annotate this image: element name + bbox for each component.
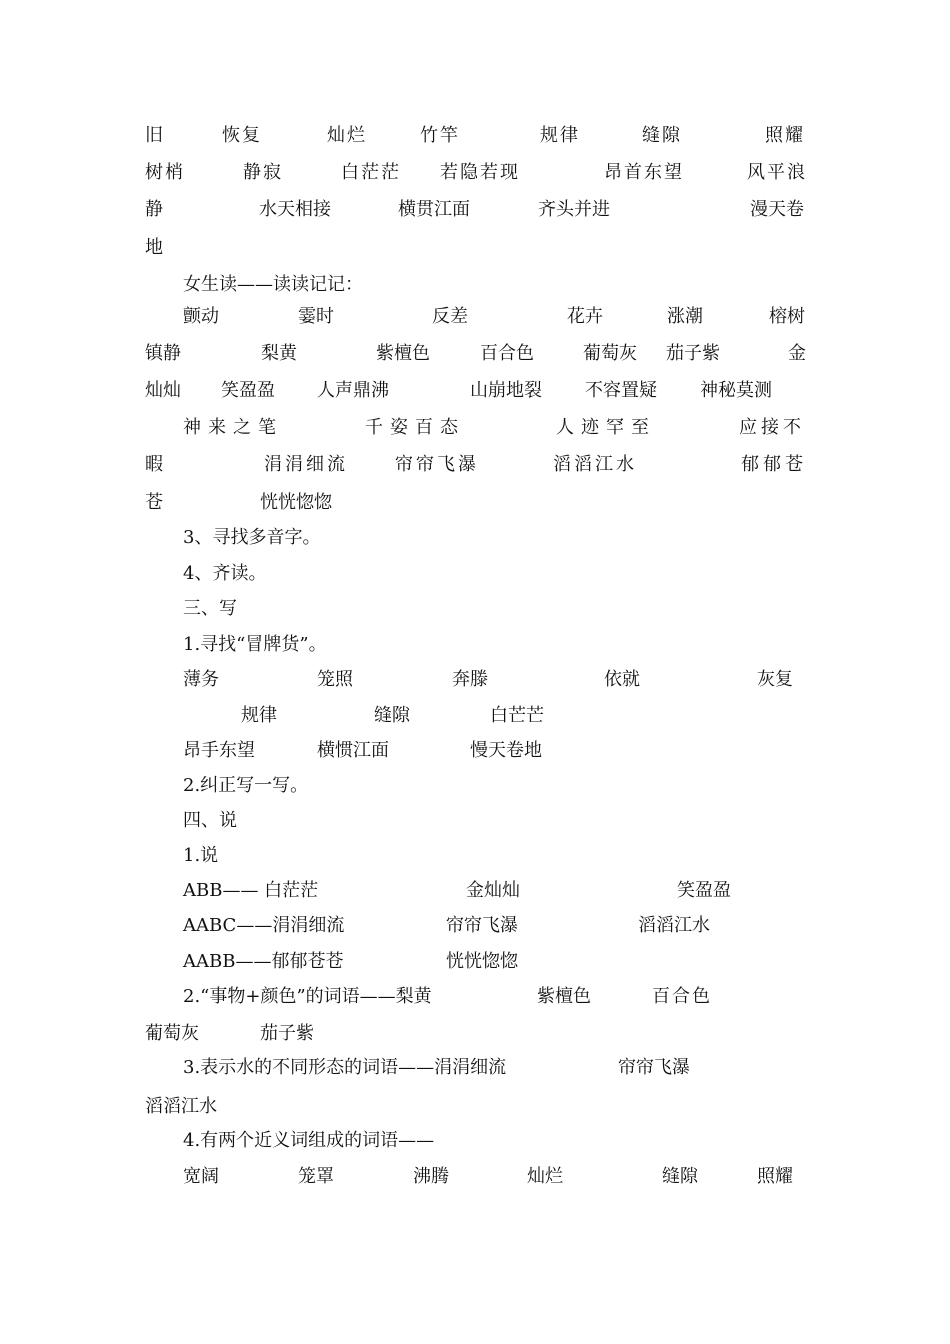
word: 风平浪	[747, 162, 807, 183]
word: 葡萄灰	[145, 1023, 199, 1044]
word: 旧	[145, 125, 165, 146]
word: 恢复	[222, 125, 262, 146]
word: AABB——郁郁苍苍	[183, 951, 344, 972]
word: 若隐若现	[440, 162, 520, 183]
word: 紫檀色	[537, 986, 591, 1007]
word: 照耀	[757, 1166, 793, 1187]
word: 笑盈盈	[221, 380, 275, 401]
word: 4、齐读。	[183, 563, 267, 584]
word: 千姿百态	[365, 417, 465, 438]
word: 1.寻找“冒牌货”。	[183, 634, 327, 655]
word: 葡萄灰	[583, 343, 637, 364]
word: 茄子紫	[260, 1023, 314, 1044]
word: 横贯江面	[398, 199, 470, 220]
word: 1.说	[183, 845, 219, 866]
word: 涨潮	[667, 306, 703, 327]
word: 慢天卷地	[470, 740, 542, 761]
word: 笼罩	[298, 1166, 334, 1187]
word: 茄子紫	[666, 343, 720, 364]
word: 山崩地裂	[470, 380, 542, 401]
word: ABB—— 白茫茫	[183, 880, 319, 901]
word: 静	[145, 199, 163, 220]
word: 昂首东望	[604, 162, 684, 183]
word: 缝隙	[374, 705, 410, 726]
word: 2.纠正写一写。	[183, 775, 309, 796]
word: 恍恍惚惚	[260, 492, 332, 513]
word: 不容置疑	[585, 380, 657, 401]
word: 镇静	[145, 343, 181, 364]
word: 神秘莫测	[700, 380, 772, 401]
word: 霎时	[298, 306, 334, 327]
word: 齐头并进	[538, 199, 610, 220]
word: 郁郁苍	[741, 454, 807, 475]
word: 照耀	[765, 125, 805, 146]
word: 灰复	[757, 669, 793, 690]
word: 笑盈盈	[677, 880, 731, 901]
word: 金	[788, 343, 806, 364]
word: AABC——涓涓细流	[183, 915, 345, 936]
word: 白芒芒	[490, 705, 544, 726]
word: 反差	[432, 306, 468, 327]
word: 灿烂	[327, 125, 367, 146]
word: 紫檀色	[376, 343, 430, 364]
word: 人迹罕至	[556, 417, 656, 438]
word: 水天相接	[259, 199, 331, 220]
word: 笼照	[317, 669, 353, 690]
section-heading: 三、写	[183, 598, 237, 619]
word: 3、寻找多音字。	[183, 527, 321, 548]
word: 滔滔江水	[145, 1096, 217, 1117]
word: 2.“事物+颜色”的词语——梨黄	[183, 986, 432, 1007]
word: 梨黄	[261, 343, 297, 364]
word: 沸腾	[413, 1166, 449, 1187]
word: 薄务	[183, 669, 219, 690]
word: 白茫茫	[341, 162, 401, 183]
word: 奔滕	[452, 669, 488, 690]
section-heading: 四、说	[183, 810, 237, 831]
word: 苍	[145, 492, 163, 513]
word: 规律	[241, 705, 277, 726]
word: 神来之笔	[183, 417, 283, 438]
word: 恍恍惚惚	[446, 951, 518, 972]
word: 涓涓细流	[264, 454, 348, 475]
word: 百合色	[652, 986, 712, 1007]
word: 花卉	[567, 306, 603, 327]
word: 滔滔江水	[638, 915, 710, 936]
word: 女生读——读读记记：	[183, 274, 363, 295]
word: 滔滔江水	[553, 454, 637, 475]
word: 灿灿	[145, 380, 181, 401]
word: 颤动	[183, 306, 219, 327]
word: 地	[145, 237, 163, 258]
word: 漫天卷	[750, 199, 804, 220]
word: 缝隙	[662, 1166, 698, 1187]
word: 应接不	[739, 417, 805, 438]
word: 宽阔	[183, 1166, 219, 1187]
word: 树梢	[145, 162, 185, 183]
word: 竹竿	[420, 125, 460, 146]
word: 3.表示水的不同形态的词语——涓涓细流	[183, 1057, 507, 1078]
word: 金灿灿	[466, 880, 520, 901]
word: 依就	[604, 669, 640, 690]
word: 帘帘飞瀑	[618, 1057, 690, 1078]
word: 灿烂	[527, 1166, 563, 1187]
word: 暇	[145, 454, 163, 475]
word: 昂手东望	[183, 740, 255, 761]
word: 4.有两个近义词组成的词语——	[183, 1130, 435, 1151]
word: 帘帘飞瀑	[446, 915, 518, 936]
word: 榕树	[769, 306, 805, 327]
word: 规律	[540, 125, 580, 146]
word: 横惯江面	[317, 740, 389, 761]
word: 缝隙	[642, 125, 682, 146]
word: 百合色	[480, 343, 534, 364]
word: 静寂	[243, 162, 283, 183]
word: 帘帘飞瀑	[395, 454, 479, 475]
word: 人声鼎沸	[317, 380, 389, 401]
